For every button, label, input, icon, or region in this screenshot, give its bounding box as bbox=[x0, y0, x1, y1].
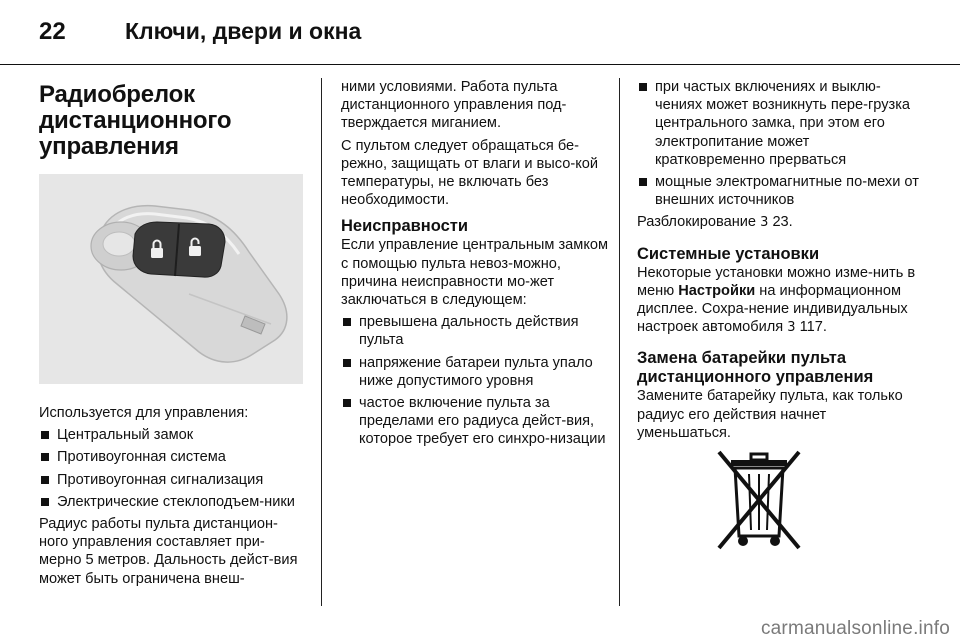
confirm-paragraph: ними условиями. Работа пульта дистанционного управления под-тверждается миганием. bbox=[341, 79, 567, 132]
care-paragraph: С пультом следует обращаться бе-режно, защищать от влаги и высо-кой температуры, не включать без необходимости. bbox=[341, 137, 599, 209]
faults-paragraph: Если управление центральным замком с помощью пульта невоз-можно, причина неисправности мо-жет заключаться в следующем: bbox=[341, 237, 609, 309]
unlock-reference: Разблокирование 3 23. bbox=[637, 214, 793, 231]
key-fob-figure bbox=[39, 174, 303, 384]
page-number: 22 bbox=[39, 18, 66, 45]
system-settings-heading: Системные установки bbox=[637, 244, 820, 263]
chapter-title: Ключи, двери и окна bbox=[125, 18, 362, 44]
header-divider bbox=[0, 64, 960, 65]
range-paragraph: Радиус работы пульта дистанцион-ного управления составляет при-мерно 5 метров. Дальность дейст-вия может быть ограничена внеш- bbox=[39, 516, 298, 587]
list-item: частое включение пульта за пределами его радиуса дейст-вия, которое требует его синхро-низации bbox=[341, 394, 611, 449]
faults-list-continued bbox=[637, 78, 922, 209]
list-item: напряжение батареи пульта упало ниже допустимого уровня bbox=[341, 354, 611, 390]
settings-menu-name: Настройки bbox=[678, 282, 756, 299]
column-3 bbox=[637, 78, 922, 556]
key-fob-illustration bbox=[39, 174, 303, 384]
column-divider-1 bbox=[321, 78, 322, 606]
column-2 bbox=[341, 78, 611, 453]
system-settings-paragraph: Некоторые установки можно изме-нить в меню Настройки на информационном дисплее. Сохра-нение индивидуальных настроек автомобиля 3 117. bbox=[637, 264, 916, 336]
crossed-bin-icon bbox=[713, 448, 805, 556]
list-item: превышена дальность действия пульта bbox=[341, 313, 611, 349]
watermark-text: carmanualsonline.info bbox=[760, 618, 950, 639]
usage-list bbox=[39, 426, 307, 511]
column-divider-2 bbox=[619, 78, 620, 606]
list-item: при частых включениях и выклю-чениях может возникнуть пере-грузка центрального замка, при этом его электропитание может кратковременно прерваться bbox=[637, 78, 922, 169]
list-item: мощные электромагнитные по-мехи от внешних источников bbox=[637, 173, 922, 209]
list-item: Противоугонная система bbox=[39, 448, 307, 466]
list-item: Центральный замок bbox=[39, 426, 307, 444]
faults-heading: Неисправности bbox=[341, 217, 469, 236]
section-title-remote: Радиобрелок дистанционного управления bbox=[39, 81, 232, 160]
faults-list bbox=[341, 313, 611, 448]
page-header bbox=[0, 0, 960, 64]
list-item: Электрические стеклоподъем-ники bbox=[39, 493, 307, 511]
column-1 bbox=[39, 82, 307, 592]
page-link[interactable]: 117. bbox=[799, 319, 827, 336]
list-item: Противоугонная сигнализация bbox=[39, 471, 307, 489]
battery-paragraph: Замените батарейку пульта, как только радиус его действия начнет уменьшаться. bbox=[637, 388, 903, 441]
battery-heading: Замена батарейки пульта дистанционного управления bbox=[637, 349, 874, 387]
page-link[interactable]: 23. bbox=[772, 214, 793, 231]
page-ref-arrow-icon: 3 bbox=[787, 320, 796, 336]
page-ref-arrow-icon: 3 bbox=[760, 215, 769, 231]
intro-text: Используется для управления: bbox=[39, 405, 249, 421]
